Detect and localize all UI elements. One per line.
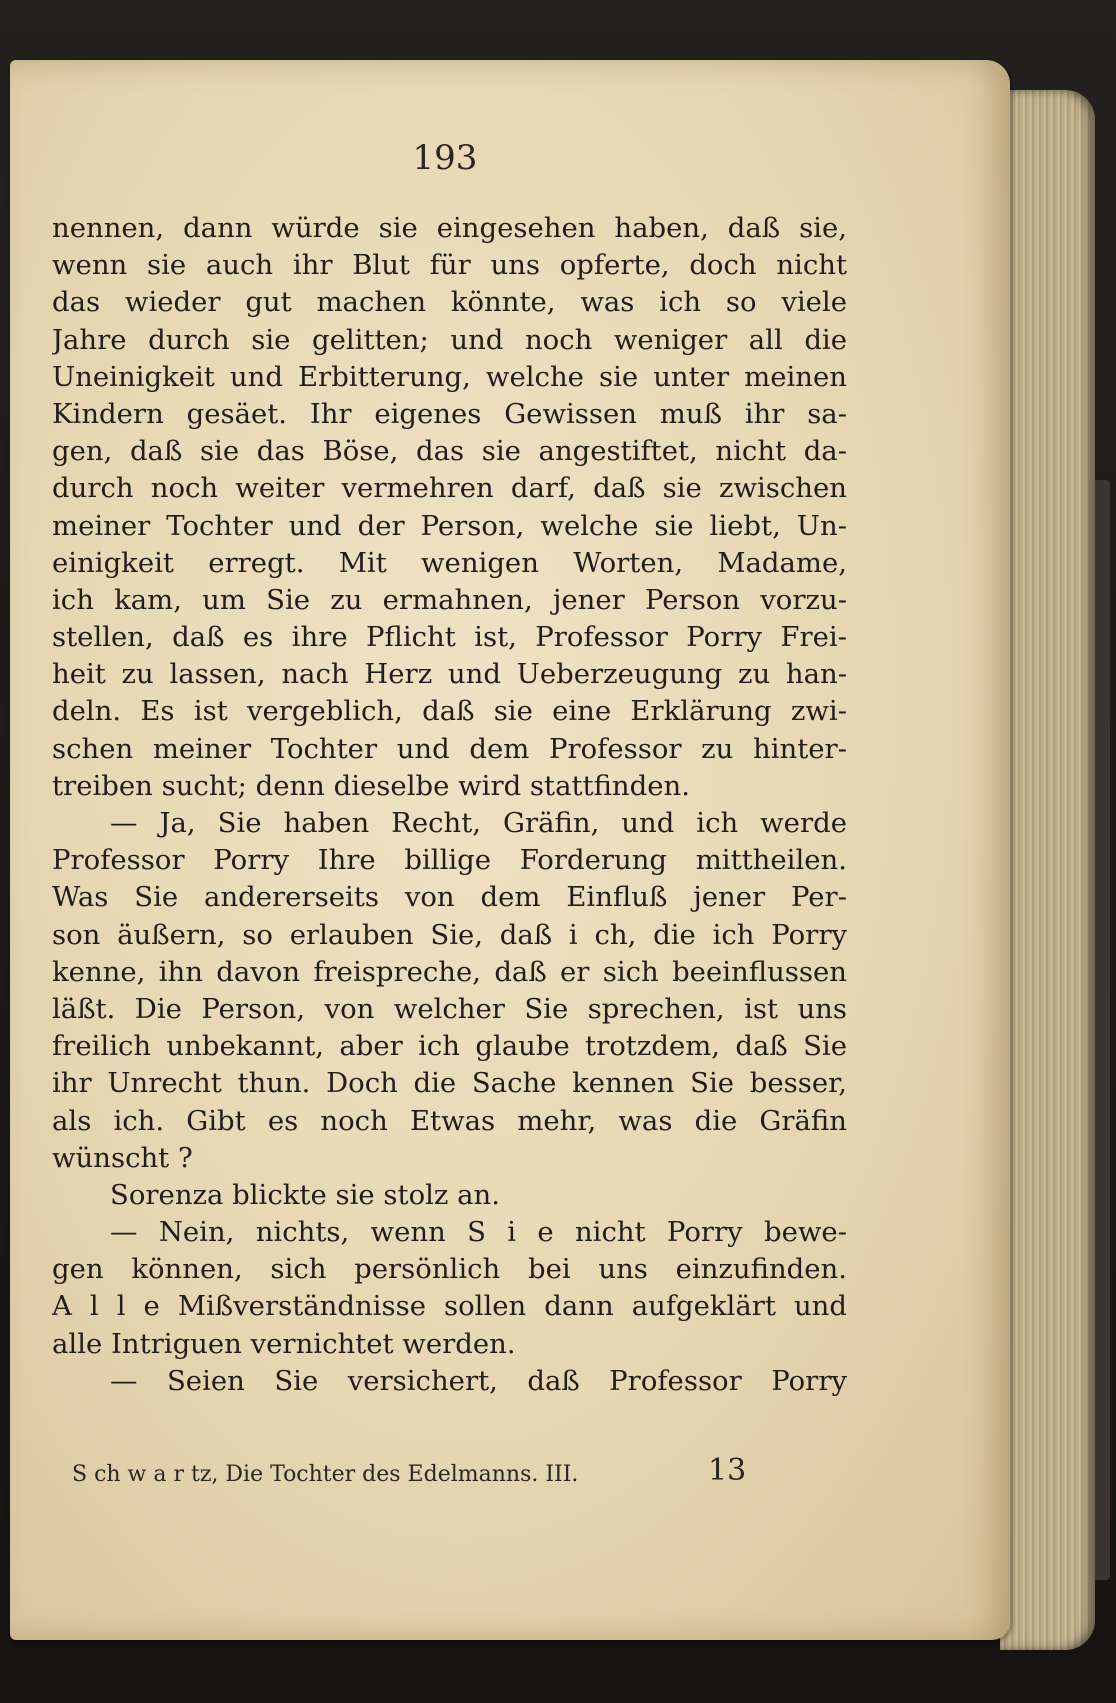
text-line: läßt. Die Person, von welcher Sie sprechen, ist uns [52, 992, 847, 1025]
text-line: wenn sie auch ihr Blut für uns opferte, doch nicht [52, 249, 847, 282]
text-line: ihr Unrecht thun. Doch die Sache kennen Sie besser, [52, 1067, 847, 1100]
text-line: treiben sucht; denn dieselbe wird stattfinden. [52, 769, 690, 802]
text-line: als ich. Gibt es noch Etwas mehr, was die Gräfin [52, 1104, 847, 1137]
sheet-signature: 13 [708, 1453, 747, 1488]
text-line: Sorenza blickte sie stolz an. [110, 1178, 500, 1211]
text-line: gen können, sich persönlich bei uns einzufinden. [52, 1253, 847, 1286]
page-stack-edges [1000, 90, 1095, 1650]
footer-signature-line: S ch w a r tz, Die Tochter des Edelmanns. III. [72, 1462, 579, 1487]
text-line: einigkeit erregt. Mit wenigen Worten, Madame, [52, 546, 847, 579]
text-line: — Seien Sie versichert, daß Professor Porry [110, 1364, 847, 1397]
text-line: gen, daß sie das Böse, das sie angestiftet, nicht da- [52, 435, 847, 468]
text-line: freilich unbekannt, aber ich glaube trotzdem, daß Sie [52, 1030, 847, 1063]
text-line: deln. Es ist vergeblich, daß sie eine Erklärung zwi- [52, 695, 847, 728]
text-line: kenne, ihn davon freispreche, daß er sich beeinflussen [52, 955, 847, 988]
text-line: ich kam, um Sie zu ermahnen, jener Person vorzu- [52, 583, 847, 616]
page-number: 193 [412, 138, 478, 178]
text-line: Kindern gesäet. Ihr eigenes Gewissen muß ihr sa- [52, 397, 847, 430]
text-line: Was Sie andererseits von dem Einfluß jener Per- [52, 881, 847, 914]
text-line: das wieder gut machen könnte, was ich so viele [52, 286, 847, 319]
text-line: Professor Porry Ihre billige Forderung mittheilen. [52, 844, 847, 877]
text-line: Uneinigkeit und Erbitterung, welche sie unter meinen [52, 360, 847, 393]
text-line: son äußern, so erlauben Sie, daß i ch, die ich Porry [52, 918, 847, 951]
text-line: durch noch weiter vermehren darf, daß sie zwischen [52, 472, 847, 505]
text-line: stellen, daß es ihre Pflicht ist, Professor Porry Frei- [52, 621, 847, 654]
text-line: — Nein, nichts, wenn S i e nicht Porry bewe- [110, 1216, 847, 1249]
text-line: — Ja, Sie haben Recht, Gräfin, und ich werde [110, 807, 847, 839]
text-line: wünscht ? [52, 1141, 193, 1174]
text-line: alle Intriguen vernichtet werden. [52, 1327, 516, 1360]
text-line: meiner Tochter und der Person, welche sie liebt, Un- [52, 509, 847, 542]
text-line: heit zu lassen, nach Herz und Ueberzeugung zu han- [52, 658, 847, 691]
text-line: nennen, dann würde sie eingesehen haben, daß sie, [52, 212, 847, 244]
body-text [52, 210, 847, 1400]
text-line: Jahre durch sie gelitten; und noch weniger all die [52, 323, 847, 356]
text-line: schen meiner Tochter und dem Professor zu hinter- [52, 732, 847, 765]
text-line: A l l e Mißverständnisse sollen dann aufgeklärt und [52, 1290, 847, 1323]
